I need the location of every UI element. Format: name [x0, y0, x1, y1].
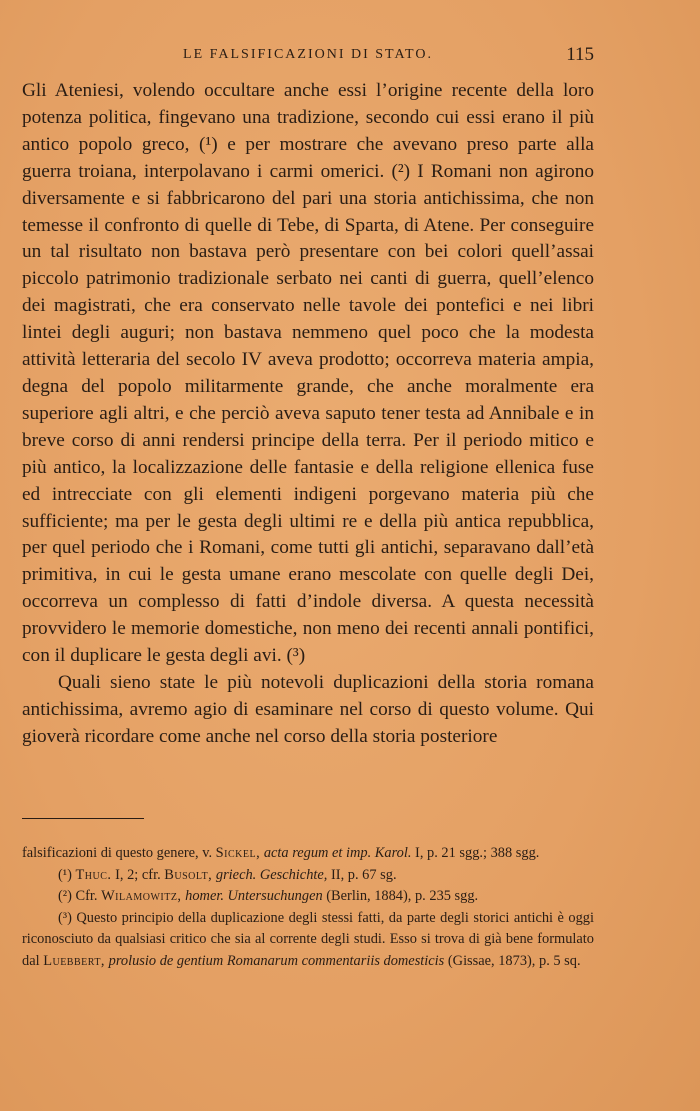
footnote-separator — [22, 818, 144, 819]
footnote-1 — [22, 865, 594, 887]
footnote-text: Questo principio della duplicazione degli stessi fatti, da parte degli storici antichi è oggi riconosciuto da qualsiasi critico che sia al corrente degli studi. Esso si trova di già bene formulato dal — [22, 909, 594, 969]
footnote-title: acta regum et imp. Karol. — [263, 845, 412, 861]
footnote-title: griech. Geschichte, — [215, 866, 328, 883]
footnote-text: I, 2; cfr. — [111, 866, 165, 883]
footnote-text: Cfr. — [71, 888, 102, 904]
footnote-continuation — [22, 843, 594, 865]
footnote-text: (Berlin, 1884), p. 235 sgg. — [322, 888, 479, 904]
footnote-mark: (³) — [58, 909, 72, 926]
running-title: LE FALSIFICAZIONI DI STATO. — [183, 47, 433, 62]
footnote-text: falsificazioni di questo genere, v. — [22, 845, 216, 861]
footnote-author: Wilamowitz, — [101, 888, 182, 904]
footnote-author: Sickel, — [215, 845, 261, 861]
footnote-title: homer. Untersuchungen — [185, 888, 323, 904]
footnote-title: prolusio de gentium Romanarum commentariis domesticis — [108, 952, 445, 969]
footnote-author: Luebbert, — [43, 952, 106, 969]
paragraph: Quali sieno state le più notevoli duplicazioni della storia romana antichissima, avremo agio di esaminare nel corso di questo volume. Qui gioverà ricordare come anche nel corso della storia posteriore — [22, 671, 594, 747]
footnote-mark: (¹) — [58, 866, 72, 883]
footnote-2 — [22, 886, 594, 908]
paragraph: Gli Ateniesi, volendo occultare anche essi l’origine recente della loro potenza politica, fingevano una tradizione, secondo cui essi erano il più antico popolo greco, (¹) e per mostrare che avevano preso parte alla guerra troiana, interpolavano i carmi omerici. (²) I Romani non agirono diversamente e si fabbricarono del pari una storia antichissima, che non temesse il confronto di quelle di Tebe, di Sparta, di Atene. Per conseguire un tal risultato non bastava però presentare con bei colori quell’assai piccolo patrimonio tradizionale serbato nei canti di guerra, quell’elenco dei magistrati, che era conservato nelle tavole dei pontefici e nei libri lintei degli auguri; non bastava nemmeno quel poco che la modesta attività letteraria del secolo IV aveva prodotto; occorreva materia ampia, degna del popolo militarmente grande, che anche moralmente era superiore agli altri, e che perciò aveva saputo tener testa ad Annibale e in breve corso di anni rendersi principe della terra. Per il periodo mitico e più antico, la localizzazione delle fantasie e della religione ellenica fuse ed intrecciate con gli elementi indigeni porgevano materia più che sufficiente; ma per le gesta degli ultimi re e della più antica repubblica, per quel periodo che i Romani, come tutti gli antichi, separavano dall’età primitiva, in cui le gesta umane erano mescolate con quelle degli Dei, occorreva un complesso di fatti d’indole diversa. A questa necessità provvidero le memorie domestiche, non meno dei recenti annali pontifici, con il duplicare le gesta degli avi. (³) — [22, 80, 594, 667]
footnote-author: Busolt, — [164, 866, 213, 883]
page-number: 115 — [566, 44, 594, 65]
footnote-author: Thuc. — [75, 866, 112, 883]
body-text — [22, 78, 594, 751]
footnote-3 — [22, 908, 594, 973]
footnote-text: I, p. 21 sgg.; 388 sgg. — [411, 845, 540, 861]
footnote-text: II, p. 67 sg. — [327, 866, 397, 883]
footnote-mark: (²) — [58, 888, 72, 904]
running-head — [22, 44, 594, 66]
footnotes — [22, 843, 594, 972]
footnote-text: (Gissae, 1873), p. 5 sq. — [444, 952, 581, 969]
